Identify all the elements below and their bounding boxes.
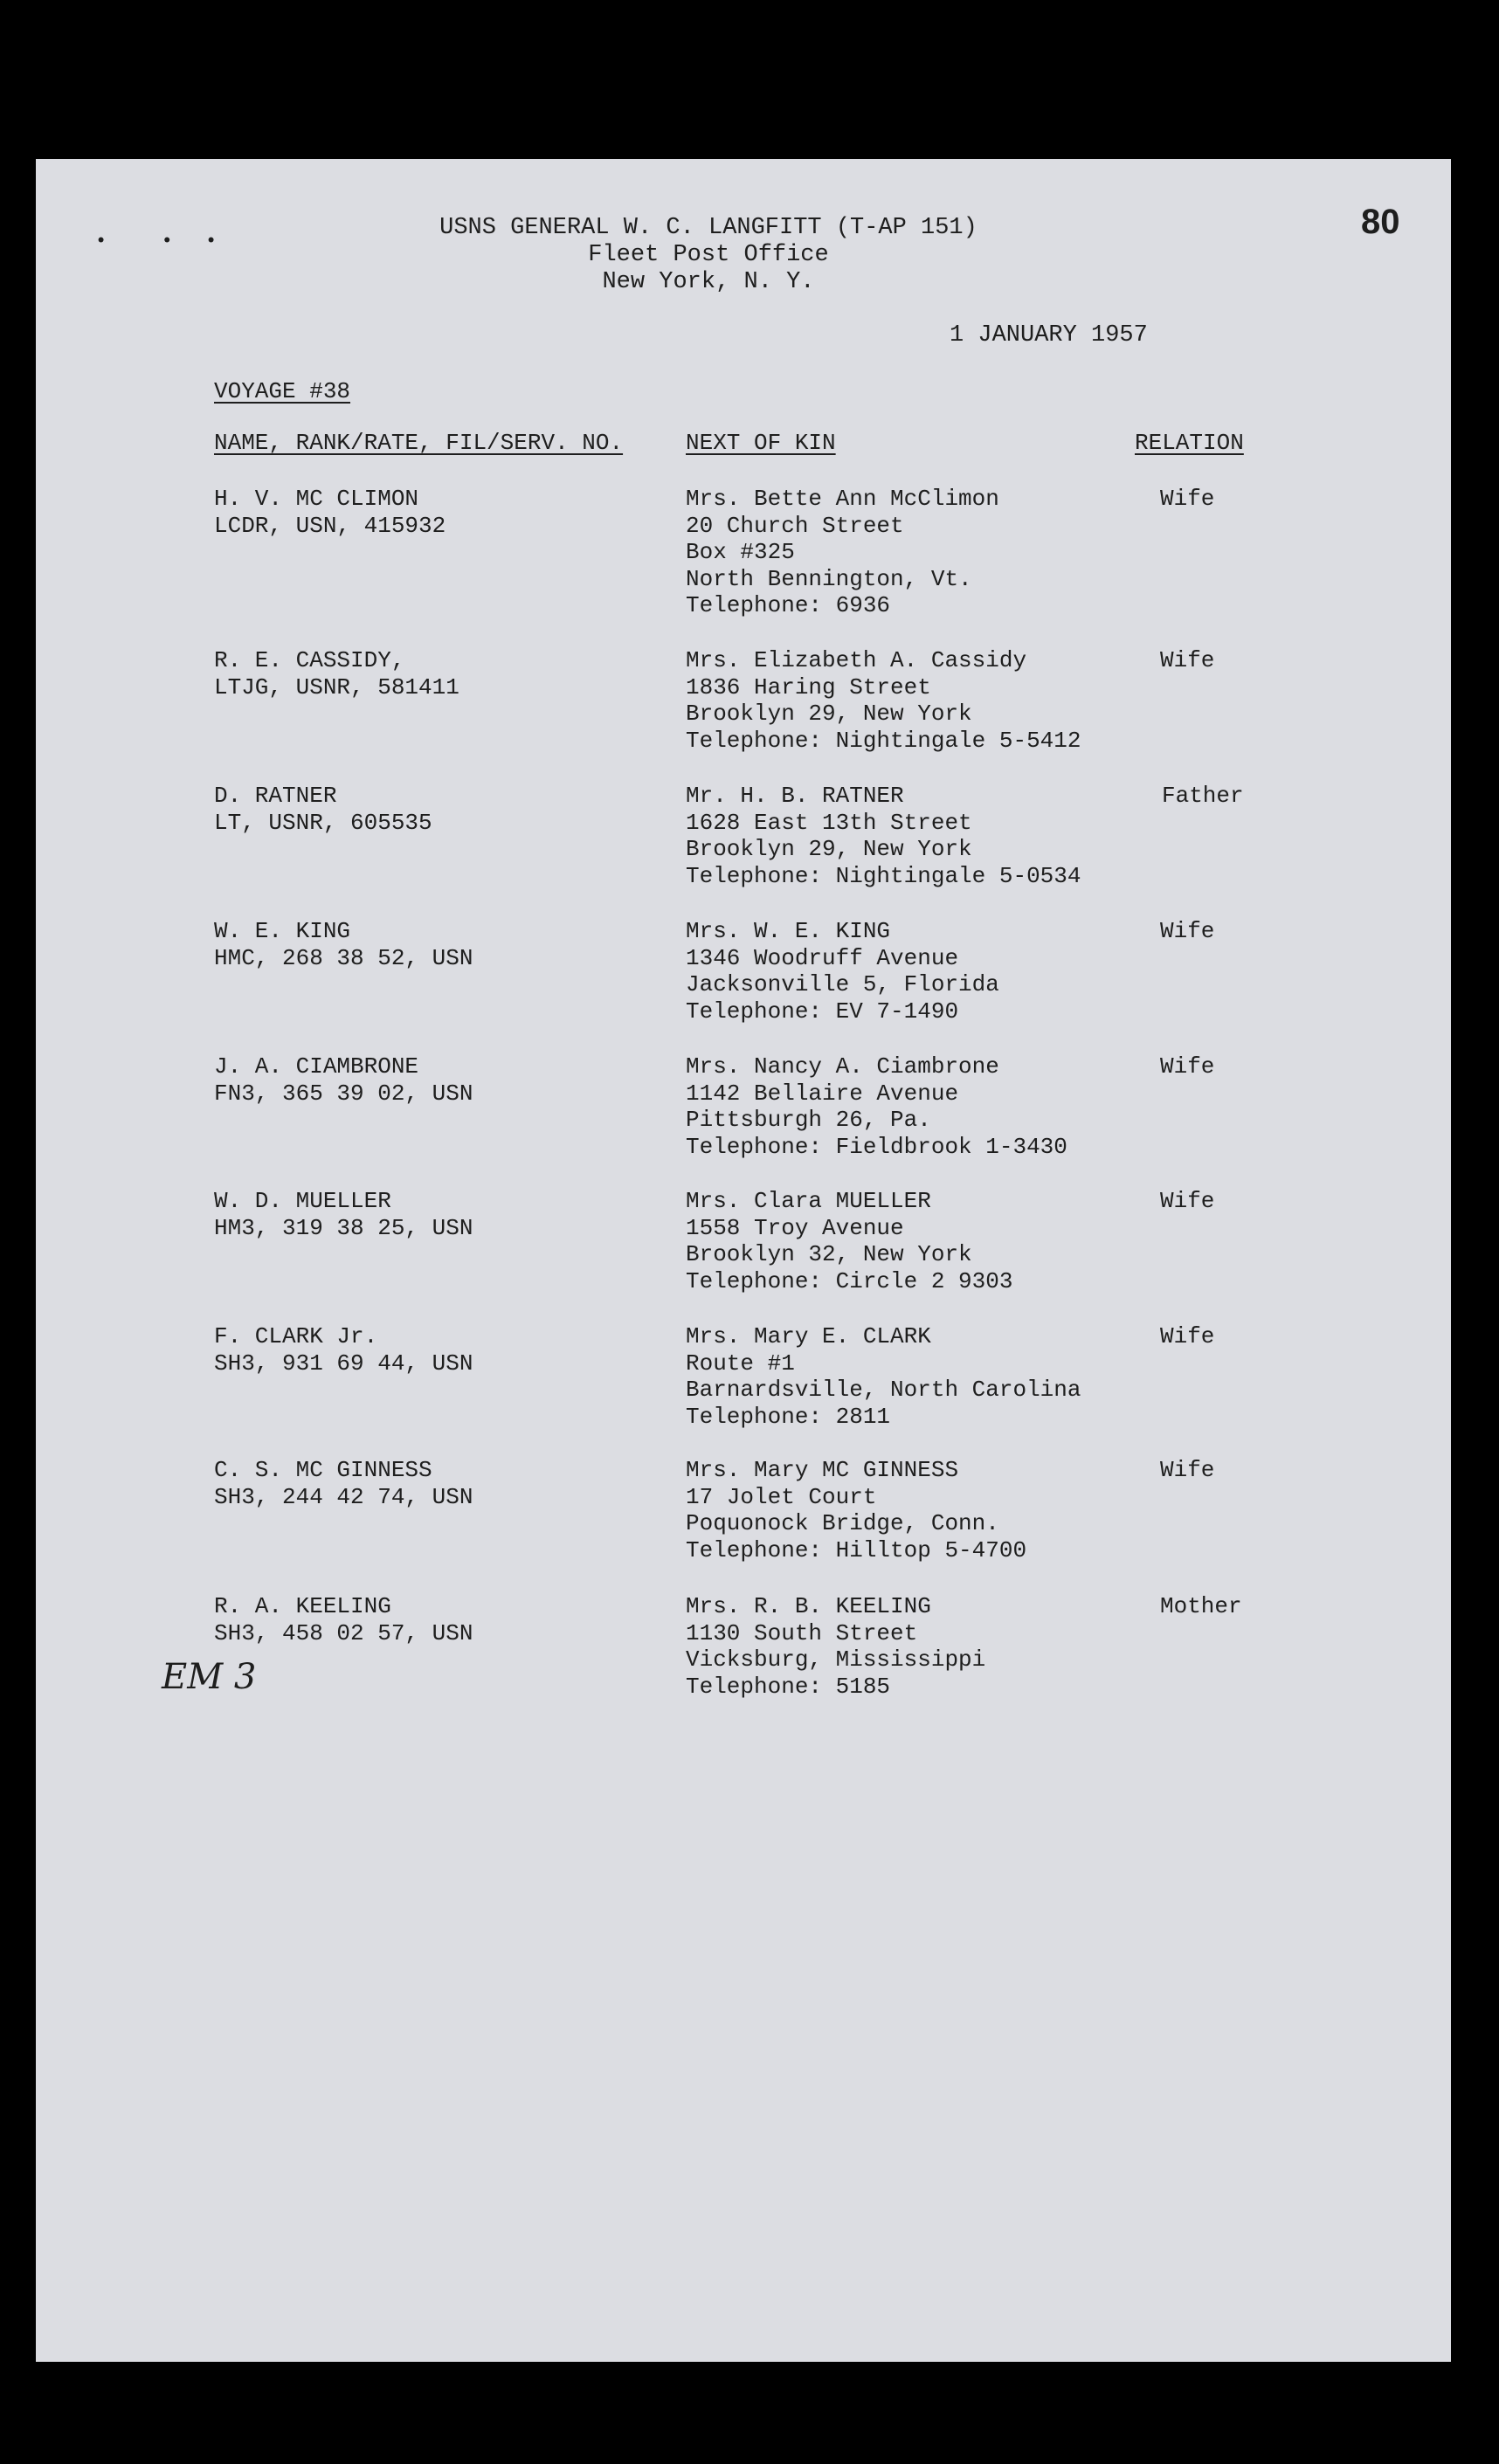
kin-line: Brooklyn 29, New York: [686, 836, 972, 862]
kin-line: Mrs. Mary MC GINNESS: [686, 1457, 959, 1483]
page-number: 80: [1361, 203, 1400, 241]
column-header-relation: RELATION: [1135, 430, 1244, 456]
kin-line: Telephone: 2811: [686, 1403, 891, 1430]
kin-line: Mrs. Clara MUELLER: [686, 1188, 931, 1214]
entry-relation: Mother: [1160, 1593, 1242, 1619]
kin-line: North Bennington, Vt.: [686, 565, 972, 592]
entry-name: R. A. KEELING: [214, 1593, 391, 1619]
voyage-number: VOYAGE #38: [214, 378, 351, 404]
kin-line: Telephone: Circle 2 9303: [686, 1267, 1013, 1294]
kin-line: 1628 East 13th Street: [686, 809, 972, 836]
kin-line: Brooklyn 29, New York: [686, 701, 972, 727]
entry-name: D. RATNER: [214, 783, 337, 809]
kin-line: Brooklyn 32, New York: [686, 1241, 972, 1267]
entry-name: W. D. MUELLER: [214, 1188, 391, 1214]
header-ship: USNS GENERAL W. C. LANGFITT (T-AP 151): [439, 215, 977, 241]
kin-line: Mrs. W. E. KING: [686, 918, 891, 944]
entry-rank: LT, USNR, 605535: [214, 809, 432, 836]
kin-line: 1130 South Street: [686, 1619, 918, 1646]
entry-relation: Wife: [1160, 647, 1215, 673]
kin-line: Mrs. Elizabeth A. Cassidy: [686, 647, 1027, 673]
entry-rank: FN3, 365 39 02, USN: [214, 1080, 473, 1107]
entry-rank: SH3, 244 42 74, USN: [214, 1483, 473, 1510]
entry-name: F. CLARK Jr.: [214, 1323, 378, 1349]
entry-relation: Wife: [1160, 1323, 1215, 1349]
header-city: New York, N. Y.: [602, 269, 815, 295]
kin-line: Mr. H. B. RATNER: [686, 783, 904, 809]
kin-line: 1346 Woodruff Avenue: [686, 944, 959, 971]
entry-rank: HMC, 268 38 52, USN: [214, 944, 473, 971]
kin-line: Poquonock Bridge, Conn.: [686, 1510, 999, 1536]
kin-line: Telephone: Hilltop 5-4700: [686, 1536, 1027, 1563]
kin-line: Route #1: [686, 1349, 795, 1377]
kin-line: Mrs. Bette Ann McClimon: [686, 486, 999, 512]
kin-line: Telephone: Nightingale 5-0534: [686, 862, 1081, 889]
entry-rank: HM3, 319 38 25, USN: [214, 1214, 473, 1241]
entry-name: H. V. MC CLIMON: [214, 486, 419, 512]
kin-line: Telephone: EV 7-1490: [686, 997, 959, 1025]
entry-name: C. S. MC GINNESS: [214, 1457, 432, 1483]
entry-rank: LCDR, USN, 415932: [214, 512, 446, 539]
kin-line: Telephone: Fieldbrook 1-3430: [686, 1133, 1067, 1160]
kin-line: 20 Church Street: [686, 512, 904, 539]
kin-line: Vicksburg, Mississippi: [686, 1646, 986, 1673]
column-header-name: NAME, RANK/RATE, FIL/SERV. NO.: [214, 430, 624, 456]
kin-line: Telephone: 6936: [686, 592, 891, 618]
kin-line: Telephone: 5185: [686, 1673, 891, 1700]
kin-line: Telephone: Nightingale 5-5412: [686, 727, 1081, 754]
kin-line: 1142 Bellaire Avenue: [686, 1080, 959, 1107]
entry-name: W. E. KING: [214, 918, 351, 944]
header-office: Fleet Post Office: [588, 242, 829, 268]
kin-line: Box #325: [686, 539, 795, 565]
handwritten-note: EM 3: [162, 1657, 257, 1697]
kin-line: 1836 Haring Street: [686, 673, 931, 701]
entry-relation: Wife: [1160, 918, 1215, 944]
entry-relation: Wife: [1160, 1053, 1215, 1080]
kin-line: Mrs. R. B. KEELING: [686, 1593, 931, 1619]
kin-line: Barnardsville, North Carolina: [686, 1377, 1081, 1403]
entry-name: R. E. CASSIDY,: [214, 647, 405, 673]
kin-line: 17 Jolet Court: [686, 1483, 877, 1510]
document-date: 1 JANUARY 1957: [950, 322, 1148, 349]
margin-dots: • • •: [95, 231, 228, 252]
entry-relation: Wife: [1160, 1188, 1215, 1214]
entry-rank: SH3, 458 02 57, USN: [214, 1619, 473, 1646]
kin-line: Pittsburgh 26, Pa.: [686, 1107, 931, 1133]
entry-rank: SH3, 931 69 44, USN: [214, 1349, 473, 1377]
kin-line: Mrs. Mary E. CLARK: [686, 1323, 931, 1349]
entry-relation: Father: [1162, 783, 1244, 809]
kin-line: 1558 Troy Avenue: [686, 1214, 904, 1241]
document-page: [36, 159, 1451, 2362]
entry-name: J. A. CIAMBRONE: [214, 1053, 419, 1080]
kin-line: Mrs. Nancy A. Ciambrone: [686, 1053, 999, 1080]
kin-line: Jacksonville 5, Florida: [686, 971, 999, 997]
entry-relation: Wife: [1160, 486, 1215, 512]
column-header-kin: NEXT OF KIN: [686, 430, 836, 456]
entry-rank: LTJG, USNR, 581411: [214, 673, 459, 701]
entry-relation: Wife: [1160, 1457, 1215, 1483]
